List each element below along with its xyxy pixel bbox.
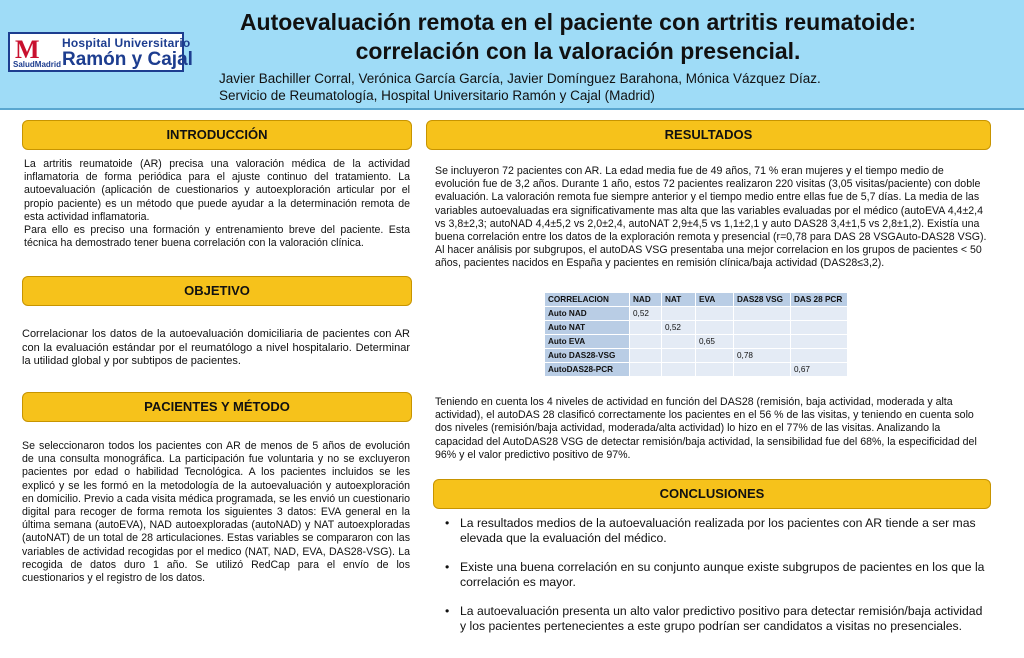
table-row: Auto EVA 0,65	[545, 335, 848, 349]
table-row: AutoDAS28-PCR 0,67	[545, 363, 848, 377]
list-item: • La autoevaluación presenta un alto valor predictivo positivo para detectar remisión/baja actividad y los pacientes pertenecientes a este grupo podrían ser candidatos a visitas no presenciales.	[445, 604, 983, 633]
poster-header	[0, 0, 1024, 110]
table-row: Auto NAT 0,52	[545, 321, 848, 335]
introduccion-text	[24, 158, 410, 250]
objetivo-heading: OBJETIVO	[22, 276, 412, 306]
pacientes-heading: PACIENTES Y MÉTODO	[22, 392, 412, 422]
authors-block	[219, 70, 821, 104]
table-row: Auto NAD 0,52	[545, 307, 848, 321]
introduccion-heading: INTRODUCCIÓN	[22, 120, 412, 150]
conclusiones-list	[440, 516, 985, 648]
bullet-icon: •	[445, 516, 450, 530]
introduccion-p1: La artritis reumatoide (AR) precisa una valoración médica de la actividad inflamatoria de forma periódica para el ajuste continuo del tratamiento. La autoevaluación (aplicación de cuestionarios y autoexploración articular por el propio paciente) es un método que puede ayudar a la determinación remota de esta actividad inflamatoria.	[24, 158, 410, 223]
table-header-cell: EVA	[696, 293, 734, 307]
list-item: • La resultados medios de la autoevaluación realizada por los pacientes con AR tiende a ser mas elevada que la evaluación del médico.	[445, 516, 976, 545]
table-header-cell: DAS 28 PCR	[791, 293, 848, 307]
table-header-cell: CORRELACION	[545, 293, 630, 307]
table-header-cell: NAT	[662, 293, 696, 307]
conclusiones-heading: CONCLUSIONES	[433, 479, 991, 509]
title-line2: correlación con la valoración presencial.	[355, 38, 801, 64]
authors: Javier Bachiller Corral, Verónica García García, Javier Domínguez Barahona, Mónica Vázquez Díaz.	[219, 71, 821, 86]
list-item: • Existe una buena correlación en su conjunto aunque existe subgrupos de pacientes en los que la correlación es mayor.	[445, 560, 985, 589]
pacientes-text: Se seleccionaron todos los pacientes con AR de menos de 5 años de evolución de una consulta monográfica. La participación fue voluntaria y no se excluyeron pacientes por edad o habilidad Tecnológica. A los pacientes incluidos se les explicó y se les formó en la metodología de la autoevaluación y autoexploración en domicilio. Previo a cada visita médica programada, se les envió un cuestionario digital para recoger de forma remota los siguientes 3 datos: EVA general en la última semana (autoEVA), NAD autoexploradas (autoNAD) y NAT autoexploradas (autoNAT) de un total de 28 articulaciones. Estas variables se compararon con las variables de actividad recogidas por el medico (NAT, NAD, EVA, DAS28-VSG). La recogida de datos duro 1 año. Se utilizó RedCap para el envío de los cuestionarios y el registro de los datos.	[22, 440, 410, 585]
title-line1: Autoevaluación remota en el paciente con artritis reumatoide:	[239, 9, 917, 35]
resultados-text-1: Se incluyeron 72 pacientes con AR. La edad media fue de 49 años, 71 % eran mujeres y el tiempo medio de evolución fue de 3,2 años. Durante 1 año, estos 72 pacientes realizaron 220 visitas (3,05 visitas/paciente) con doble evaluación. La valoración remota fue siempre anterior y el tiempo medio entre ellas fue de 5,7 días. La media de las variables autoevaluadas era significativamente mas alta que las variables evaluadas por el médico (autoEVA 4,4±2,4 vs 3,8±2,3; autoNAD 4,4±5,2 vs 2,0±2,4, autoNAT 2,9±4,5 vs 1,1±2,1 y auto DAS28 3,4±1,5 vs 2,8±1,2). Existía una buena correlación entre los datos de la exploración remota y presencial (r=0,78 para DAS 28 VSGAuto-DAS28 VSG). Al hacer análisis por subgrupos, el autoDAS VSG presentaba una mejor correlacion en los grupos de pacientes < 50 años, pacientes nacidos en España y pacientes en remisión clínica/baja actividad (DAS28≤3,2).	[435, 165, 987, 270]
resultados-heading: RESULTADOS	[426, 120, 991, 150]
logo-line2: Ramón y Cajal	[62, 49, 193, 70]
correlation-table	[544, 292, 848, 377]
hospital-logo	[8, 32, 193, 72]
logo-line1: Hospital Universitario	[62, 36, 191, 50]
bullet-icon: •	[445, 560, 450, 574]
table-header-row	[545, 293, 848, 307]
table-header-cell: NAD	[630, 293, 662, 307]
poster-title	[196, 8, 960, 66]
salud-madrid-logo-icon: M SaludMadrid	[13, 35, 62, 69]
objetivo-text: Correlacionar los datos de la autoevaluación domiciliaria de pacientes con AR con la evaluación estándar por el reumatólogo a nivel hospitalario. Determinar la utilidad global y por subtipos de pacientes.	[22, 328, 410, 367]
table-row: Auto DAS28-VSG 0,78	[545, 349, 848, 363]
introduccion-p2: Para ello es preciso una formación y entrenamiento breve del paciente. Esta técnica ha demostrado tener buena correlación con la valoración clínica.	[24, 224, 410, 250]
table-header-cell: DAS28 VSG	[734, 293, 791, 307]
affiliation: Servicio de Reumatología, Hospital Universitario Ramón y Cajal (Madrid)	[219, 88, 655, 103]
bullet-icon: •	[445, 604, 450, 618]
resultados-text-2: Teniendo en cuenta los 4 niveles de actividad en función del DAS28 (remisión, baja actividad, moderada y alta actividad), el autoDAS 28 clasificó correctamente los pacientes en el 56 % de las visitas, y teniendo en cuenta solo dos niveles (remisión/baja actividad, moderada/alta actividad) lo hizo en el 77% de las visitas. Analizando la capacidad del AutoDAS28 VSG de detectar remisión/baja actividad, la sensibilidad fue del 68%, la especificidad del 96% y el valor predictivo positivo de 97%.	[435, 396, 977, 461]
